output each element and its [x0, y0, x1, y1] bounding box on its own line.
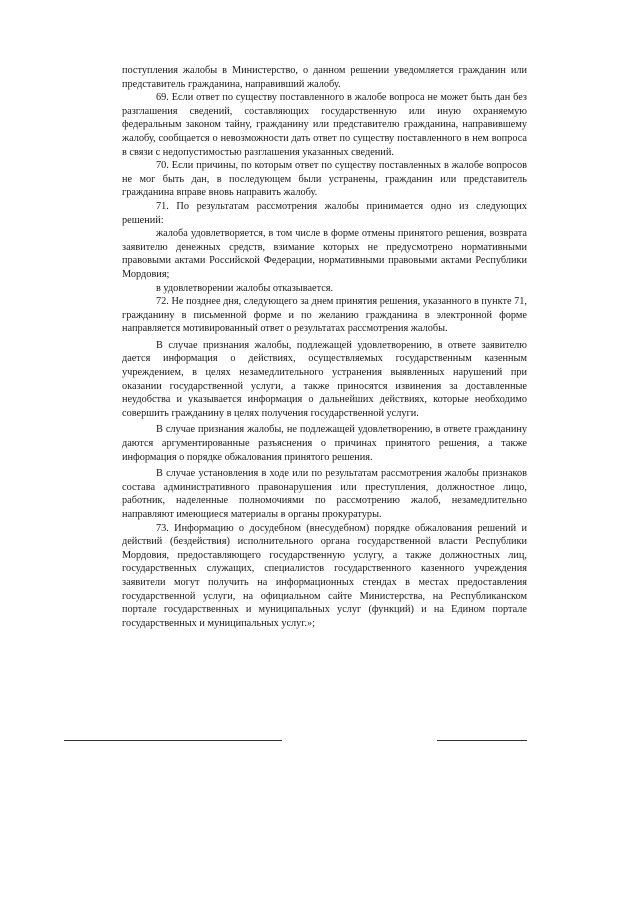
paragraph-69: 69. Если ответ по существу поставленного в жалобе вопроса не может быть дан без разглашения сведений, составляющих государственную или иную охраняемую федеральным законом тайну, гражданину или представителю гражданина, направившему жалобу, сообщается о невозможности дать ответ по существу поставленного в нем вопроса в связи с недопустимостью разглашения указанных сведений.	[122, 92, 527, 158]
paragraph-72-satisfied-case: В случае признания жалобы, подлежащей удовлетворению, в ответе заявителю дается информация о действиях, осуществляемых государственным казенным учреждением, в целях незамедлительного устранения выявленных нарушений при оказании государственной услуги, а также приносятся извинения за доставленные неудобства и указывается информация о дальнейших действиях, которые необходимо совершить гражданину в целях получения государственной услуги.	[122, 339, 527, 419]
paragraph-73: 73. Информацию о досудебном (внесудебном) порядке обжалования решений и действий (бездействия) исполнительного органа государственной власти Республики Мордовия, предоставляющего государственную услугу, а также должностных лиц, государственных служащих, специалистов государственного казенного учреждения заявители могут получить на информационных стендах в местах предоставления государственной услуги, на официальном сайте Министерства, на Республиканском портале государственных и муниципальных услуг (функций) и на Едином портале государственных и муниципальных услуг.»;	[122, 522, 527, 629]
paragraph-72-refused-case: В случае признания жалобы, не подлежащей удовлетворению, в ответе гражданину даются аргументированные разъяснения о причинах принятого решения, а также информация о порядке обжалования принятого решения.	[122, 424, 527, 463]
paragraph-71-item-satisfied: жалоба удовлетворяется, в том числе в форме отмены принятого решения, возврата заявителю денежных средств, взимание которых не предусмотрено нормативными правовыми актами Российской Федерации, нормативными правовыми актами Республики Мордовия;	[122, 228, 527, 280]
footer-rule-right	[437, 740, 527, 741]
paragraph-71-item-refused: в удовлетворении жалобы отказывается.	[156, 282, 334, 294]
paragraph-continuation: поступления жалобы в Министерство, о данном решении уведомляется гражданин или представитель гражданина, направивший жалобу.	[122, 65, 527, 90]
paragraph-70: 70. Если причины, по которым ответ по существу поставленных в жалобе вопросов не мог быть дан, в последующем были устранены, гражданин или представитель гражданина вправе вновь направить жалобу.	[122, 160, 527, 199]
paragraph-72-violation-case: В случае установления в ходе или по результатам рассмотрения жалобы признаков состава административного правонарушения или преступления, должностное лицо, работник, наделенные полномочиями по рассмотрению жалоб, незамедлительно направляют имеющиеся материалы в органы прокуратуры.	[122, 468, 527, 520]
document-body	[122, 64, 527, 630]
paragraph-72: 72. Не позднее дня, следующего за днем принятия решения, указанного в пункте 71, гражданину в письменной форме и по желанию гражданина в электронной форме направляется мотивированный ответ о результатах рассмотрения жалобы.	[122, 296, 527, 335]
paragraph-71: 71. По результатам рассмотрения жалобы принимается одно из следующих решений:	[122, 200, 527, 226]
footer-rule-left	[64, 740, 282, 741]
